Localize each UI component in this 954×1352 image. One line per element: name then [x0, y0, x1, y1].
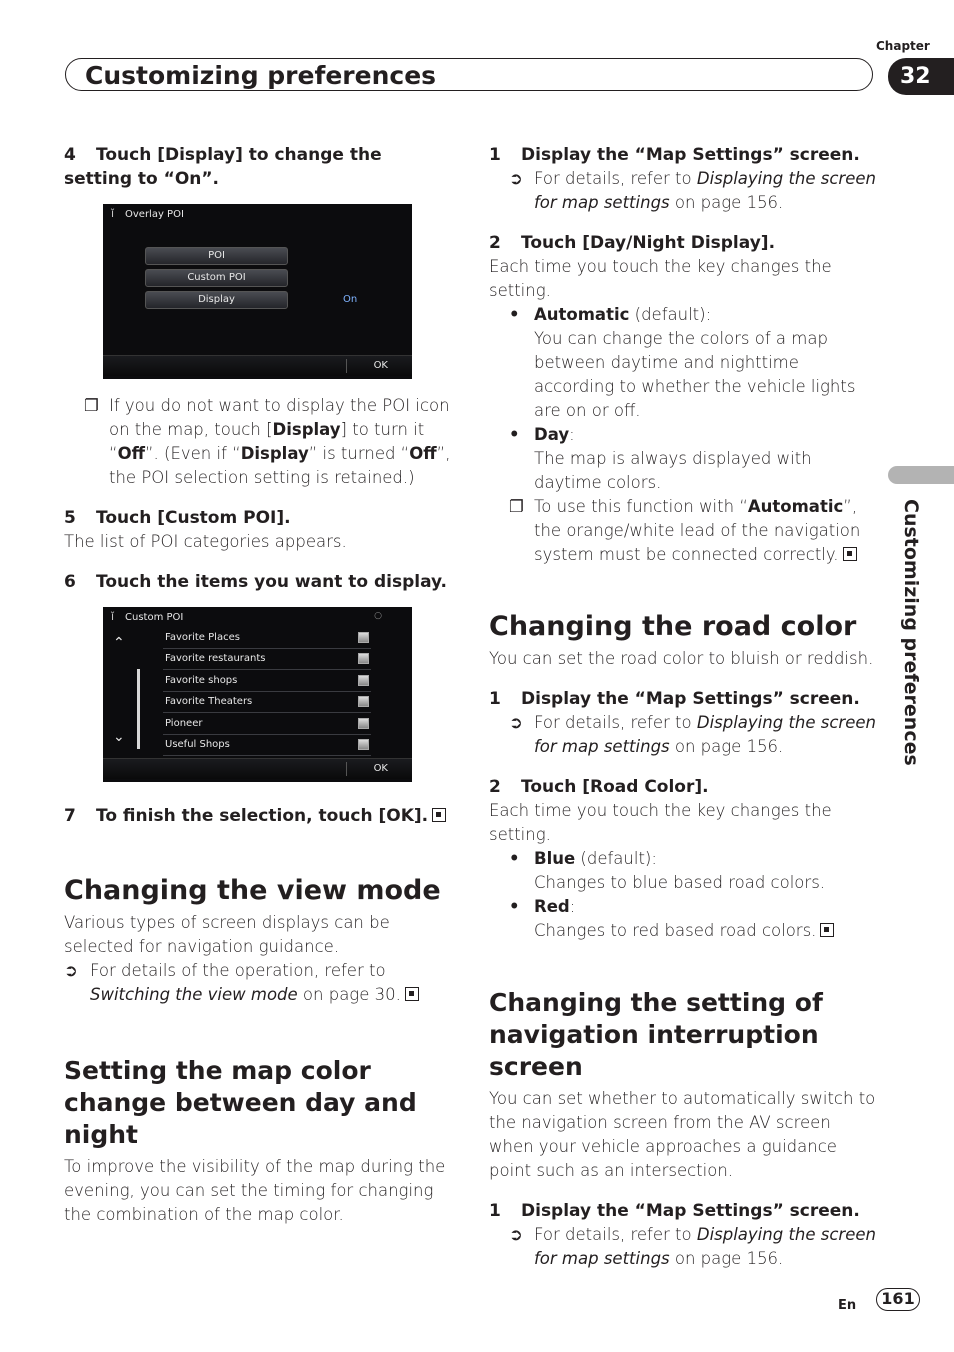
option-blue-desc: Changes to blue based road colors. [534, 873, 826, 892]
checkbox[interactable] [358, 653, 369, 664]
pioneer-logo-icon: ǐ [111, 207, 115, 220]
poi-button[interactable]: POI [145, 247, 288, 265]
day-night-body: To improve the visibility of the map during the evening, you can set the timing for changing the combination of the map color. [64, 1157, 446, 1224]
ok-button[interactable]: OK [373, 360, 388, 371]
note-automatic: ❐ To use this function with “Automatic”, the orange/white lead of the navigation system must be connected correctly. [509, 497, 861, 564]
arrow-icon: ➲ [509, 1225, 523, 1244]
view-mode-ref: ➲ For details of the operation, refer to Switching the view mode on page 30. [64, 959, 454, 1007]
left-column [64, 143, 454, 191]
checkbox[interactable] [358, 675, 369, 686]
step-5: 5 Touch [Custom POI]. [64, 508, 291, 528]
scroll-down-icon[interactable]: ⌄ [113, 729, 125, 745]
step-2-day-night: 2 Touch [Day/Night Display]. [489, 233, 776, 253]
note-box-icon: ❐ [84, 396, 99, 415]
interruption-ref-map-settings: ➲ For details, refer to Displaying the screen for map settings on page 156. [509, 1225, 876, 1268]
chapter-number: 32 [888, 58, 954, 95]
scrollbar[interactable] [137, 669, 140, 749]
custom-poi-button[interactable]: Custom POI [145, 269, 288, 287]
list-item[interactable]: Pioneer [163, 714, 371, 735]
display-button[interactable]: Display [145, 291, 288, 309]
end-mark-icon [843, 547, 857, 561]
screen-title: Custom POI [125, 612, 184, 623]
option-day-desc: The map is always displayed with daytime colors. [534, 449, 812, 492]
side-tab-text: Customizing preferences [900, 499, 922, 766]
step-6: 6 Touch the items you want to display. [64, 572, 447, 592]
road-step-2-desc: Each time you touch the key changes the setting. [489, 801, 832, 844]
language-label: En [838, 1298, 857, 1313]
left-column-lower [64, 804, 454, 1227]
end-mark-icon [405, 987, 419, 1001]
section-title: Customizing preferences [85, 61, 437, 90]
ref-map-settings: ➲ For details, refer to Displaying the screen for map settings on page 156. [509, 169, 876, 212]
heading-interruption: Changing the setting of navigation interruption screen [489, 988, 823, 1081]
step-5-desc: The list of POI categories appears. [64, 532, 347, 551]
checkbox[interactable] [358, 696, 369, 707]
overlay-poi-screen [103, 204, 412, 379]
checkbox[interactable] [358, 632, 369, 643]
arrow-icon: ➲ [64, 961, 78, 980]
screen-title: Overlay POI [125, 209, 184, 220]
custom-poi-screen [103, 607, 412, 782]
right-column [489, 143, 879, 1271]
page-number: 161 [876, 1288, 920, 1311]
road-color-body: You can set the road color to bluish or reddish. [489, 649, 874, 668]
list-item[interactable]: Favorite shops [163, 671, 371, 692]
option-automatic-desc: You can change the colors of a map between daytime and nighttime according to whether the vehicle lights are on or off. [534, 329, 856, 420]
step-7: 7 To finish the selection, touch [OK]. [64, 804, 454, 828]
note-box-icon: ❐ [509, 497, 524, 516]
list-item[interactable]: Favorite restaurants [163, 649, 371, 670]
view-mode-body: Various types of screen displays can be selected for navigation guidance. [64, 913, 390, 956]
checkbox[interactable] [358, 718, 369, 729]
road-step-1: 1 Display the “Map Settings” screen. [489, 689, 860, 709]
list-item[interactable]: Favorite Theaters [163, 692, 371, 713]
step-2-desc: Each time you touch the key changes the setting. [489, 257, 832, 300]
interruption-body: You can set whether to automatically switch to the navigation screen from the AV screen when your vehicle approaches a guidance point such as an intersection. [489, 1089, 876, 1180]
display-value: On [343, 294, 358, 305]
end-mark-icon [432, 808, 446, 822]
step-4: 4 Touch [Display] to change the setting to “On”. [64, 145, 382, 189]
step-1-map-settings: 1 Display the “Map Settings” screen. [489, 145, 860, 165]
screen-footer-bar [103, 758, 412, 779]
option-day: • Day: [509, 425, 575, 444]
heading-day-night: Setting the map color change between day and night [64, 1056, 417, 1149]
heading-view-mode: Changing the view mode [64, 875, 441, 906]
list-item[interactable]: Useful Shops [163, 735, 371, 756]
arrow-icon: ➲ [509, 713, 523, 732]
pioneer-logo-icon: ǐ [111, 610, 115, 623]
interruption-step-1: 1 Display the “Map Settings” screen. [489, 1201, 860, 1221]
scroll-up-icon[interactable]: ⌃ [113, 635, 125, 651]
option-automatic: • Automatic (default): [509, 305, 712, 324]
arrow-icon: ➲ [509, 169, 523, 188]
divider [346, 359, 347, 373]
note-display-off: ❐ If you do not want to display the POI icon on the map, touch [Display] to turn it “Off”. (Even if “Display” is turned “Off”, the POI selection setting is retained.) [84, 396, 451, 487]
option-blue: • Blue (default): [509, 849, 657, 868]
list-item[interactable]: Favorite Places [163, 628, 371, 649]
divider [346, 762, 347, 776]
option-red: • Red: [509, 897, 576, 916]
ok-button[interactable]: OK [373, 763, 388, 774]
end-mark-icon [820, 923, 834, 937]
status-circle-icon: ○ [374, 611, 382, 621]
heading-road-color: Changing the road color [489, 611, 857, 642]
road-ref-map-settings: ➲ For details, refer to Displaying the screen for map settings on page 156. [509, 713, 876, 756]
checkbox[interactable] [358, 739, 369, 750]
chapter-label: Chapter [876, 39, 930, 53]
left-column-note [64, 394, 454, 594]
screen-footer-bar [103, 355, 412, 376]
road-step-2: 2 Touch [Road Color]. [489, 777, 709, 797]
option-red-desc: Changes to red based road colors. [489, 919, 879, 943]
side-tab-marker [888, 466, 954, 484]
